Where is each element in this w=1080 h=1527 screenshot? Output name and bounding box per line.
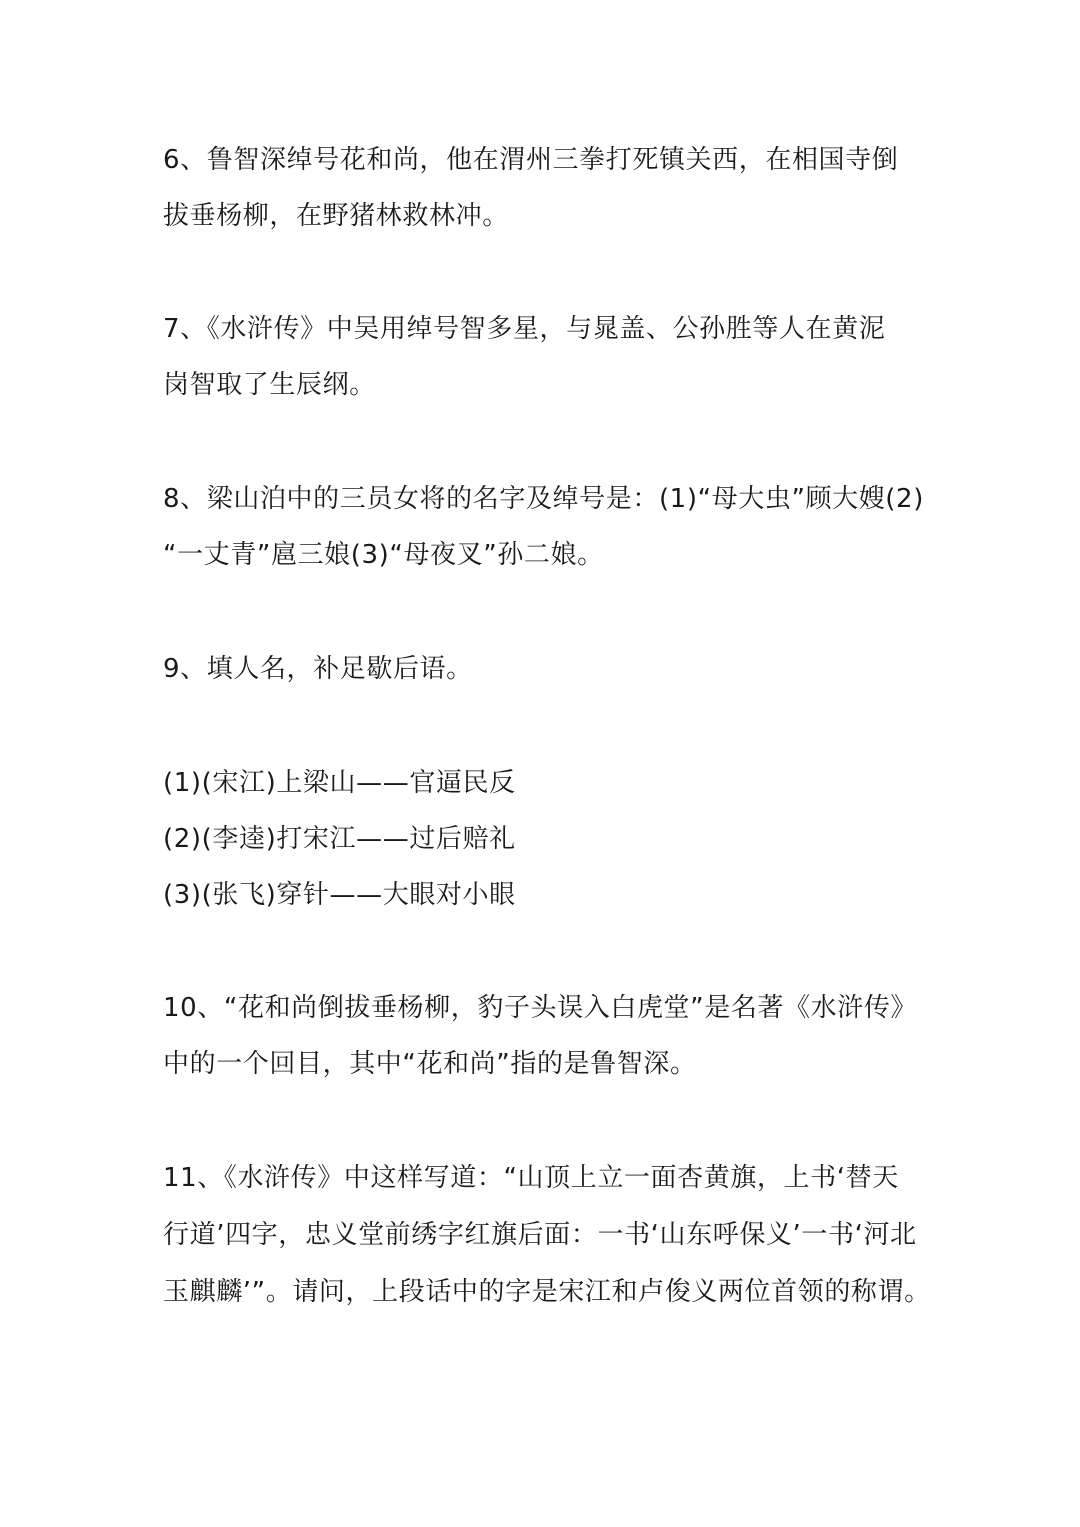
item-9-answer-3: (3)(张飞)穿针——大眼对小眼 <box>163 880 516 910</box>
item-10-line-1: 10、“花和尚倒拔垂杨柳，豹子头误入白虎堂”是名著《水浒传》 <box>163 993 918 1023</box>
item-11-line-3: 玉麒麟’”。请问，上段话中的字是宋江和卢俊义两位首领的称谓。 <box>163 1277 931 1307</box>
item-9-answer-1: (1)(宋江)上梁山——官逼民反 <box>163 768 516 798</box>
item-7-line-1: 7、《水浒传》中吴用绰号智多星，与晁盖、公孙胜等人在黄泥 <box>163 314 886 344</box>
item-11-line-2: 行道’四字，忠义堂前绣字红旗后面：一书‘山东呼保义’一书‘河北 <box>163 1220 917 1250</box>
item-9-heading: 9、填人名，补足歇后语。 <box>163 654 473 684</box>
item-11-line-1: 11、《水浒传》中这样写道：“山顶上立一面杏黄旗，上书‘替天 <box>163 1163 899 1193</box>
item-9-answer-2: (2)(李逵)打宋江——过后赔礼 <box>163 824 516 854</box>
item-8-line-1: 8、梁山泊中的三员女将的名字及绰号是：(1)“母大虫”顾大嫂(2) <box>163 484 924 514</box>
item-6-line-2: 拔垂杨柳，在野猪林救林冲。 <box>163 201 509 231</box>
item-10-line-2: 中的一个回目，其中“花和尚”指的是鲁智深。 <box>163 1049 697 1079</box>
item-6-line-1: 6、鲁智深绰号花和尚，他在渭州三拳打死镇关西，在相国寺倒 <box>163 145 899 175</box>
item-7-line-2: 岗智取了生辰纲。 <box>163 370 376 400</box>
item-8-line-2: “一丈青”扈三娘(3)“母夜叉”孙二娘。 <box>163 540 604 570</box>
